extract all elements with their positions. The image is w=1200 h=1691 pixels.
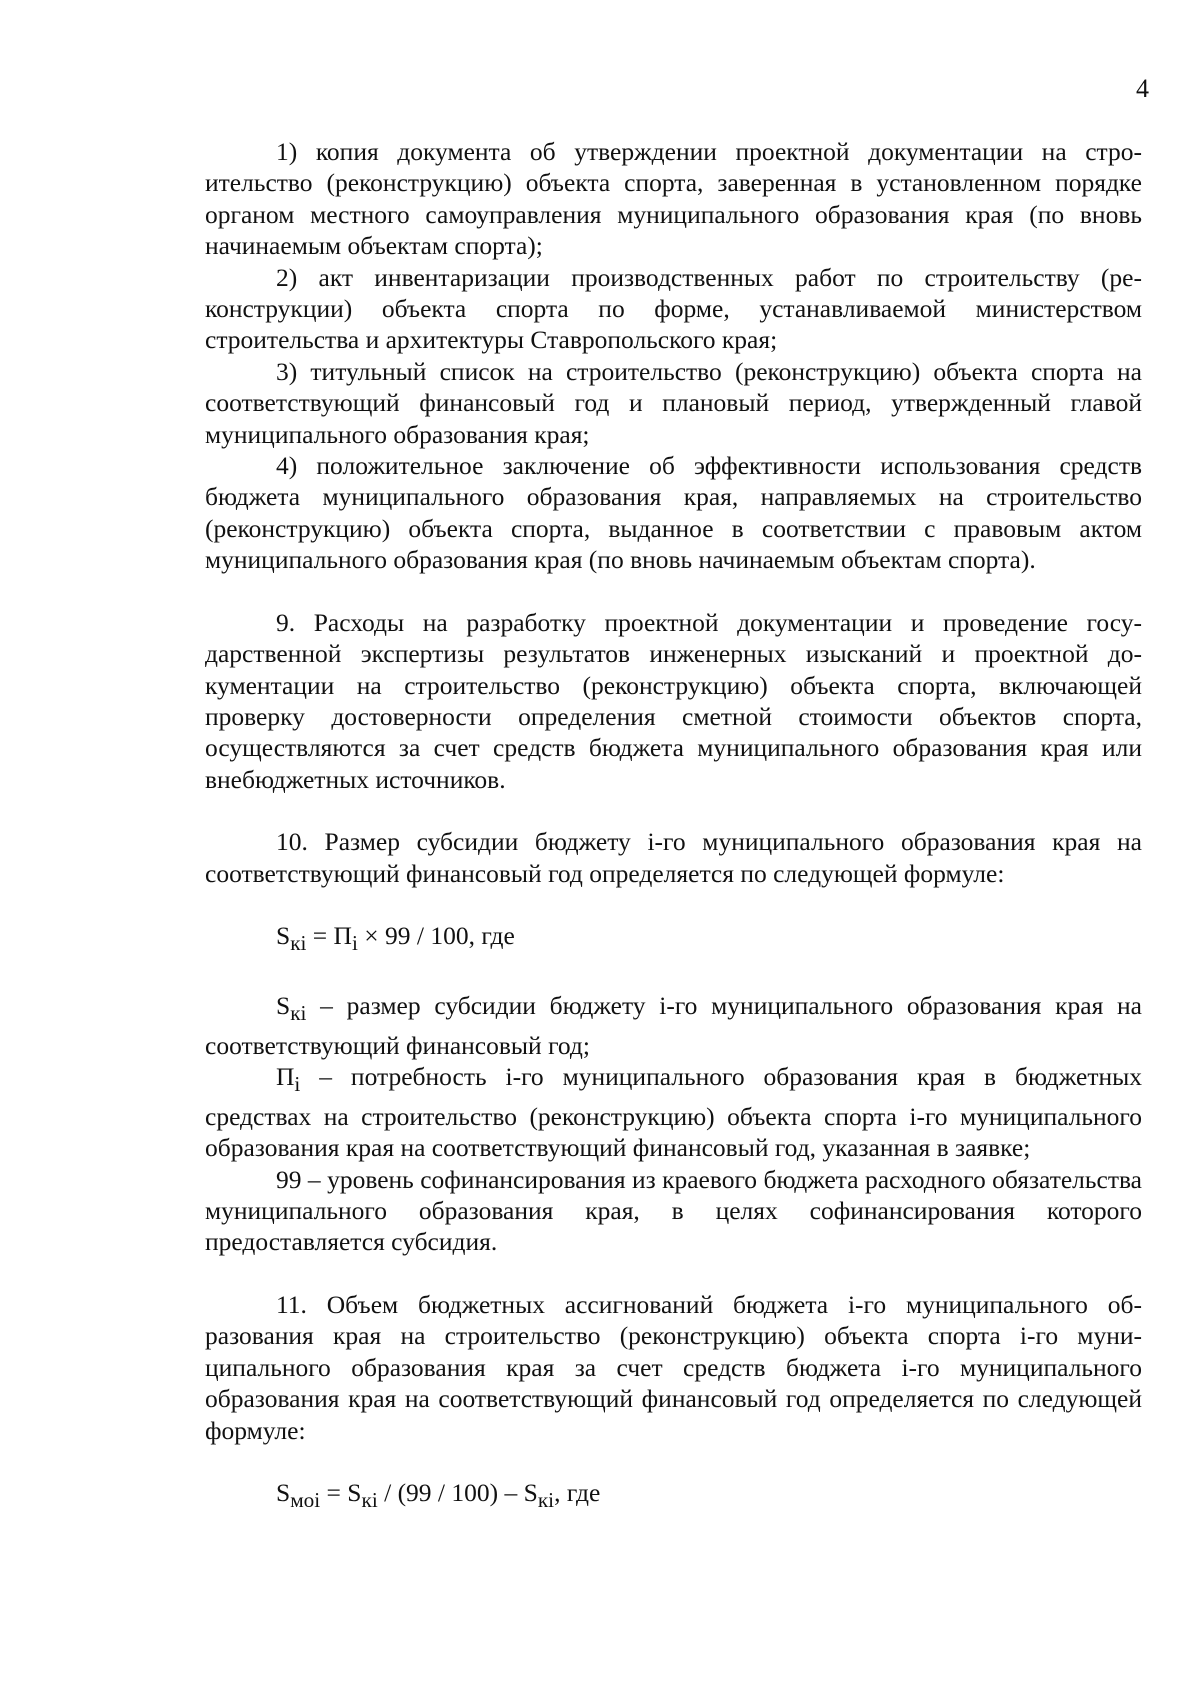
definition-symbol: П <box>276 1062 295 1092</box>
definition-text: – размер субсидии бюджету i-го муниципального образования края на соответствующий финансовый год; <box>205 991 1142 1060</box>
formula-text: / (99 / 100) – S <box>377 1477 538 1507</box>
budget-formula <box>205 1477 1142 1517</box>
section-9-paragraph: 9. Расходы на разработку проектной документации и проведение государственной экспертизы результатов инженерных изысканий и проектной документации на строительство (реконструкцию) объекта спорта, включающей проверку достоверности определения сметной стоимости объектов спорта, осуществляются за счет средств бюджета муниципального образования края или внебюджетных источников. <box>205 607 1142 794</box>
definition-symbol: S <box>276 991 291 1021</box>
formula-symbol: S <box>276 920 291 950</box>
formula-text: , где <box>554 1477 601 1507</box>
formula-subscript: кi <box>290 931 307 956</box>
formula-text: × 99 / 100, где <box>357 920 515 950</box>
definition-text: – потребность i-го муниципального образования края в бюджетных средствах на строительство (реконструкцию) объекта спорта i-го муниципального образования края на соответствующий финансовый год, указанная в заявке; <box>205 1062 1142 1163</box>
formula-text: = S <box>320 1477 362 1507</box>
formula-subscript: i <box>351 931 358 956</box>
list-item-2: 2) акт инвентаризации производственных работ по строительству (реконструкции) объекта спорта по форме, устанавливаемой министерством строительства и архитектуры Ставропольского края; <box>205 262 1142 355</box>
section-10-intro: 10. Размер субсидии бюджету i-го муниципального образования края на соответствующий финансовый год определяется по следующей формуле: <box>205 827 1142 888</box>
formula-subscript: кi <box>361 1488 378 1512</box>
document-body <box>205 136 1142 1516</box>
definition-99: 99 – уровень софинансирования из краевого бюджета расходного обязательства муниципального образования края, в целях софинансирования которого предоставляется субсидия. <box>205 1164 1142 1257</box>
list-item-4: 4) положительное заключение об эффективности использования средств бюджета муниципального образования края, направляемых на строительство (реконструкцию) объекта спорта, выданное в соответствии с правовым актом муниципального образования края (по вновь начинаемым объектам спорта). <box>205 451 1142 575</box>
subsidy-formula <box>205 920 1142 960</box>
section-11-intro: 11. Объем бюджетных ассигнований бюджета i-го муниципального образования края на строительство (реконструкцию) объекта спорта i-го муниципального образования края за счет средств бюджета i-го муниципального образования края на соответствующий финансовый год определяется по следующей формуле: <box>205 1289 1142 1445</box>
definition-s-ki <box>205 990 1142 1061</box>
list-item-3: 3) титульный список на строительство (реконструкцию) объекта спорта на соответствующий финансовый год и плановый период, утвержденный главой муниципального образования края; <box>205 356 1142 449</box>
page-number: 4 <box>1136 74 1149 103</box>
formula-text: = П <box>306 920 352 950</box>
formula-subscript: кi <box>537 1488 555 1512</box>
list-item-1: 1) копия документа об утверждении проектной документации на строительство (реконструкцию) объекта спорта, заверенная в установленном порядке органом местного самоуправления муниципального образования края (по вновь начинаемым объектам спорта); <box>205 137 1142 261</box>
formula-symbol: S <box>276 1477 291 1507</box>
definition-subscript: кi <box>290 1001 307 1026</box>
definition-subscript: i <box>294 1072 301 1097</box>
formula-subscript: моi <box>290 1488 321 1512</box>
definition-p-i <box>205 1061 1142 1163</box>
